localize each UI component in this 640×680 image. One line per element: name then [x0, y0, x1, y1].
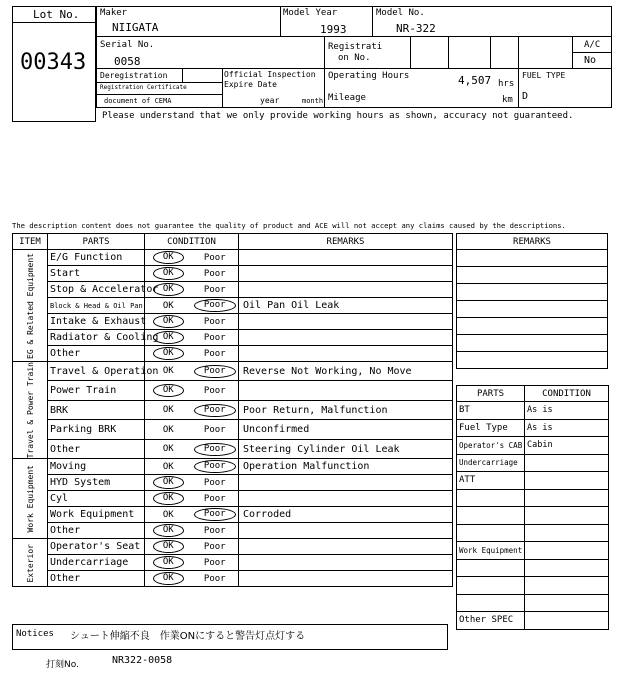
condition-ok-selected-mark: OK [153, 492, 184, 505]
part-name: Intake & Exhaust [48, 314, 145, 330]
condition-ok-option: OK [162, 366, 174, 377]
condition-ok-selected-mark: OK [153, 347, 184, 360]
remark-cell [239, 330, 453, 346]
inspection-row [13, 420, 453, 439]
part-name: Power Train [48, 381, 145, 400]
lot-label: Lot No. [33, 8, 80, 21]
condition-poor-cell [192, 298, 239, 314]
inspection-row [13, 539, 453, 555]
right-part-condition [525, 489, 609, 507]
model-no-value: NR-322 [396, 22, 436, 35]
condition-ok-cell [145, 475, 192, 491]
right-remarks-row [457, 250, 608, 267]
hours-note: Please understand that we only provide working hours as shown, accuracy not guaranteed. [102, 111, 574, 121]
registration-label-2: on No. [338, 53, 371, 63]
deregistration-label: Deregistration [100, 71, 168, 80]
right-part-name [457, 489, 525, 507]
ac-value: No [584, 55, 597, 66]
condition-ok-selected-mark: OK [153, 572, 184, 585]
remark-cell [239, 523, 453, 539]
model-year-label: Model Year [283, 8, 338, 18]
inspection-row [13, 571, 453, 587]
condition-poor-cell [192, 381, 239, 400]
notices-text: シュート伸縮不良 作業ONにすると警告灯点灯する [70, 631, 306, 642]
remark-cell [239, 266, 453, 282]
right-remarks-row [457, 301, 608, 318]
inspection-row [13, 282, 453, 298]
inspection-row [13, 507, 453, 523]
right-part-name: Work Equipment [457, 542, 525, 560]
remark-cell [239, 346, 453, 362]
condition-poor-option: Poor [203, 252, 226, 263]
remark-cell [239, 381, 453, 400]
condition-ok-cell [145, 314, 192, 330]
remarks-header: REMARKS [239, 234, 453, 250]
right-parts-row [457, 559, 609, 577]
right-part-name: Operator's CAB [457, 437, 525, 455]
condition-poor-cell [192, 362, 239, 381]
right-parts-row [457, 454, 609, 472]
condition-ok-option: OK [162, 300, 174, 311]
condition-header: CONDITION [145, 234, 239, 250]
right-remarks-table [456, 233, 608, 369]
condition-poor-selected-mark: Poor [194, 443, 236, 456]
remark-cell: Corroded [239, 507, 453, 523]
condition-ok-cell [145, 346, 192, 362]
inspection-row [13, 314, 453, 330]
condition-poor-cell [192, 523, 239, 539]
right-part-name [457, 559, 525, 577]
part-name: Start [48, 266, 145, 282]
part-name: Undercarriage [48, 555, 145, 571]
right-part-name [457, 577, 525, 595]
inspection-row [13, 439, 453, 459]
condition-ok-cell [145, 571, 192, 587]
part-name: Other [48, 439, 145, 459]
right-parts-row [457, 402, 609, 420]
condition-poor-cell [192, 507, 239, 523]
condition-ok-selected-mark: OK [153, 251, 184, 264]
condition-ok-cell [145, 400, 192, 419]
right-parts-row [457, 524, 609, 542]
condition-poor-selected-mark: Poor [194, 508, 236, 521]
mileage-label: Mileage [328, 93, 366, 103]
remark-cell: Reverse Not Working, No Move [239, 362, 453, 381]
right-parts-row [457, 594, 609, 612]
item-group-cell [13, 459, 48, 539]
condition-poor-cell [192, 539, 239, 555]
right-part-condition: As is [525, 402, 609, 420]
right-part-name: BT [457, 402, 525, 420]
right-parts-row [457, 507, 609, 525]
inspection-row [13, 346, 453, 362]
item-group-label: Travel & Power Train [25, 362, 35, 459]
condition-poor-cell [192, 266, 239, 282]
condition-poor-selected-mark: Poor [194, 299, 236, 312]
condition-poor-cell [192, 459, 239, 475]
stamp-value: NR322-0058 [112, 655, 173, 666]
part-name: HYD System [48, 475, 145, 491]
condition-poor-cell [192, 420, 239, 439]
item-group-label: EG & Related Equipment [25, 252, 35, 359]
model-year-value: 1993 [320, 23, 347, 36]
condition-poor-selected-mark: Poor [194, 365, 236, 378]
right-part-condition: Cabin [525, 437, 609, 455]
right-parts-row [457, 542, 609, 560]
condition-ok-cell [145, 381, 192, 400]
right-part-condition [525, 559, 609, 577]
condition-poor-option: Poor [203, 557, 226, 568]
part-name: Other [48, 571, 145, 587]
condition-poor-cell [192, 250, 239, 266]
right-part-name: Other SPEC [457, 612, 525, 630]
inspection-table [12, 233, 453, 587]
inspection-row [13, 523, 453, 539]
inspection-label: Official Inspection [224, 70, 316, 79]
condition-ok-cell [145, 523, 192, 539]
condition-poor-selected-mark: Poor [194, 460, 236, 473]
remark-cell [239, 475, 453, 491]
condition-ok-selected-mark: OK [153, 315, 184, 328]
remark-cell [239, 250, 453, 266]
model-no-label: Model No. [376, 8, 425, 18]
condition-poor-cell [192, 491, 239, 507]
inspection-row [13, 475, 453, 491]
item-group-cell [13, 362, 48, 459]
part-name: Moving [48, 459, 145, 475]
condition-poor-cell [192, 330, 239, 346]
remark-cell [239, 282, 453, 298]
inspection-row [13, 298, 453, 314]
condition-poor-cell [192, 439, 239, 459]
maker-value: NIIGATA [112, 21, 159, 34]
inspection-row [13, 491, 453, 507]
stamp-label: 打刻No. [46, 660, 79, 670]
condition-ok-selected-mark: OK [153, 331, 184, 344]
inspection-row [13, 362, 453, 381]
right-remarks-row [457, 284, 608, 301]
condition-ok-cell [145, 298, 192, 314]
right-remarks-row [457, 335, 608, 352]
part-name: Other [48, 346, 145, 362]
condition-ok-selected-mark: OK [153, 476, 184, 489]
right-condition-header: CONDITION [525, 386, 609, 402]
condition-poor-cell [192, 314, 239, 330]
condition-ok-selected-mark: OK [153, 556, 184, 569]
condition-poor-cell [192, 346, 239, 362]
operating-hours-label: Operating Hours [328, 71, 410, 81]
km-label: km [502, 95, 513, 105]
condition-ok-cell [145, 507, 192, 523]
condition-poor-option: Poor [203, 348, 226, 359]
fuel-type-label: FUEL TYPE [522, 71, 566, 80]
part-name: Block & Head & Oil Pan [48, 298, 145, 314]
condition-ok-cell [145, 539, 192, 555]
condition-poor-cell [192, 555, 239, 571]
remark-cell [239, 571, 453, 587]
condition-poor-option: Poor [203, 284, 226, 295]
item-header: ITEM [13, 234, 48, 250]
inspection-row [13, 459, 453, 475]
condition-poor-cell [192, 282, 239, 298]
condition-ok-option: OK [162, 461, 174, 472]
inspection-row [13, 266, 453, 282]
condition-ok-option: OK [162, 405, 174, 416]
condition-poor-option: Poor [203, 477, 226, 488]
part-name: Travel & Operation [48, 362, 145, 381]
right-part-name: Undercarriage [457, 454, 525, 472]
year-label: year [260, 96, 280, 105]
right-remarks-header: REMARKS [457, 234, 608, 250]
inspection-row [13, 330, 453, 346]
item-group-cell [13, 250, 48, 362]
condition-poor-selected-mark: Poor [194, 404, 236, 417]
serial-label: Serial No. [100, 40, 155, 50]
condition-poor-option: Poor [203, 316, 226, 327]
right-part-condition [525, 594, 609, 612]
inspection-row [13, 555, 453, 571]
condition-ok-cell [145, 250, 192, 266]
right-part-name [457, 594, 525, 612]
item-group-label: Exterior [25, 543, 35, 583]
registration-label: Registrati [328, 42, 383, 52]
condition-poor-cell [192, 571, 239, 587]
condition-poor-option: Poor [203, 332, 226, 343]
right-part-condition [525, 454, 609, 472]
part-name: Parking BRK [48, 420, 145, 439]
ac-label: A/C [584, 40, 601, 50]
inspection-row [13, 400, 453, 419]
condition-ok-option: OK [162, 424, 174, 435]
right-part-condition [525, 472, 609, 490]
condition-ok-selected-mark: OK [153, 384, 184, 397]
fuel-type-value: D [522, 91, 529, 102]
right-part-condition: As is [525, 419, 609, 437]
condition-poor-cell [192, 475, 239, 491]
right-parts-row [457, 577, 609, 595]
right-part-condition [525, 577, 609, 595]
condition-ok-cell [145, 459, 192, 475]
operating-hours-value: 4,507 [458, 74, 492, 87]
hrs-label: hrs [498, 79, 515, 89]
condition-ok-cell [145, 555, 192, 571]
remark-cell: Unconfirmed [239, 420, 453, 439]
condition-ok-selected-mark: OK [153, 524, 184, 537]
remark-cell [239, 539, 453, 555]
right-remarks-row [457, 318, 608, 335]
right-remarks-row [457, 352, 608, 369]
condition-poor-option: Poor [203, 573, 226, 584]
part-name: Other [48, 523, 145, 539]
condition-ok-option: OK [162, 444, 174, 455]
right-parts-row [457, 472, 609, 490]
item-group-label: Work Equipment [25, 465, 35, 533]
right-parts-row [457, 437, 609, 455]
part-name: Radiator & Cooling [48, 330, 145, 346]
right-remarks-row [457, 267, 608, 284]
inspection-label-2: Expire Date [224, 80, 277, 89]
right-part-condition [525, 612, 609, 630]
part-name: BRK [48, 400, 145, 419]
condition-ok-selected-mark: OK [153, 267, 184, 280]
part-name: Work Equipment [48, 507, 145, 523]
lot-number: 00343 [20, 50, 87, 75]
condition-poor-option: Poor [203, 268, 226, 279]
right-parts-row [457, 489, 609, 507]
right-part-condition [525, 507, 609, 525]
inspection-row [13, 381, 453, 400]
maker-label: Maker [100, 8, 128, 18]
remark-cell [239, 314, 453, 330]
condition-poor-option: Poor [203, 493, 226, 504]
condition-ok-option: OK [162, 509, 174, 520]
right-parts-row [457, 612, 609, 630]
remark-cell: Poor Return, Malfunction [239, 400, 453, 419]
condition-poor-option: Poor [203, 385, 226, 396]
part-name: E/G Function [48, 250, 145, 266]
condition-ok-cell [145, 491, 192, 507]
right-part-name [457, 507, 525, 525]
remark-cell: Oil Pan Oil Leak [239, 298, 453, 314]
disclaimer: The description content does not guarantee the quality of product and ACE will not accept any claims caused by the descriptions. [12, 221, 566, 230]
condition-poor-option: Poor [203, 525, 226, 536]
remark-cell: Operation Malfunction [239, 459, 453, 475]
remark-cell: Steering Cylinder Oil Leak [239, 439, 453, 459]
inspection-row [13, 250, 453, 266]
cema-label: document of CEMA [104, 97, 172, 105]
part-name: Operator's Seat [48, 539, 145, 555]
item-group-cell [13, 539, 48, 587]
right-part-condition [525, 524, 609, 542]
part-name: Stop & Accelerator [48, 282, 145, 298]
right-parts-header: PARTS [457, 386, 525, 402]
condition-poor-cell [192, 400, 239, 419]
condition-poor-option: Poor [203, 541, 226, 552]
parts-header: PARTS [48, 234, 145, 250]
right-parts-table [456, 385, 609, 630]
right-parts-row [457, 419, 609, 437]
condition-ok-cell [145, 420, 192, 439]
condition-poor-option: Poor [203, 424, 226, 435]
part-name: Cyl [48, 491, 145, 507]
condition-ok-cell [145, 439, 192, 459]
notices-label: Notices [16, 629, 54, 639]
right-part-name: Fuel Type [457, 419, 525, 437]
remark-cell [239, 491, 453, 507]
remark-cell [239, 555, 453, 571]
right-part-condition [525, 542, 609, 560]
registration-certificate-label: Registration Certificate [100, 84, 187, 91]
right-part-name [457, 524, 525, 542]
month-label: month [302, 97, 324, 105]
condition-ok-cell [145, 266, 192, 282]
condition-ok-selected-mark: OK [153, 540, 184, 553]
right-part-name: ATT [457, 472, 525, 490]
serial-value: 0058 [114, 55, 141, 68]
condition-ok-selected-mark: OK [153, 283, 184, 296]
